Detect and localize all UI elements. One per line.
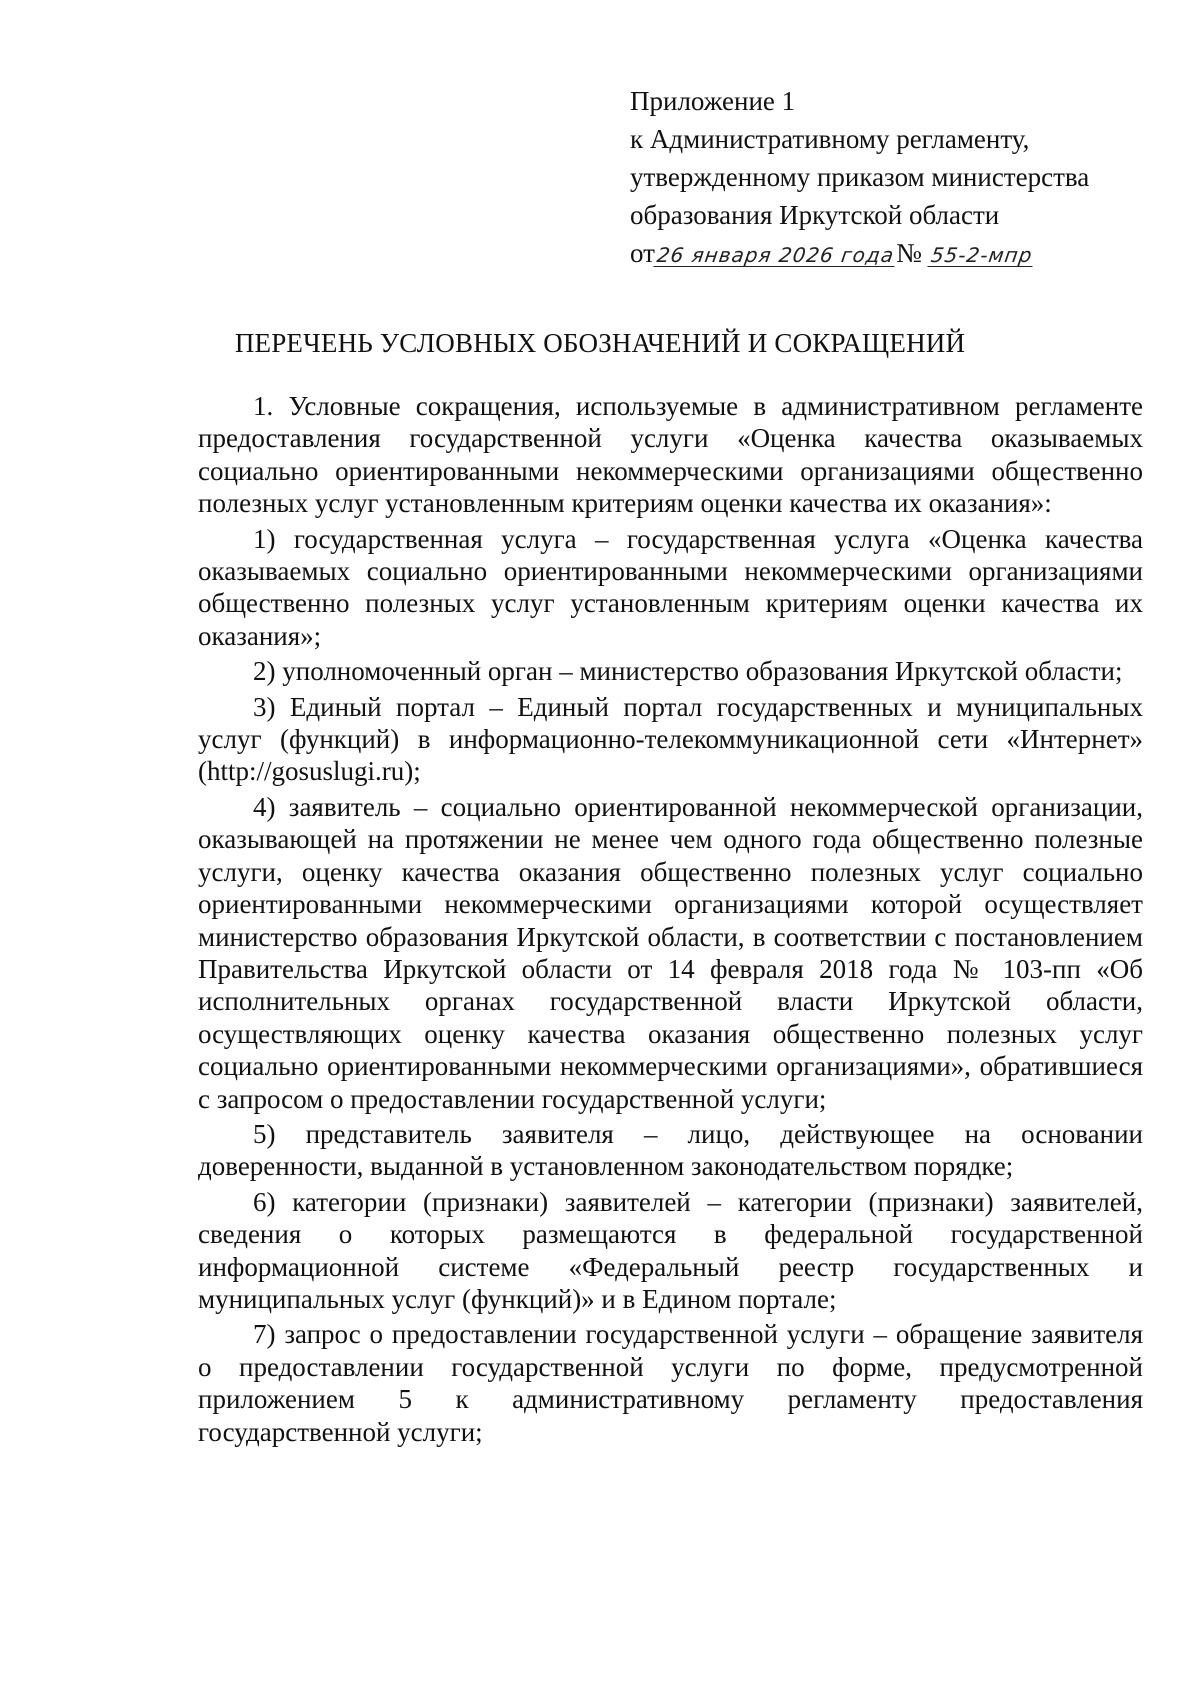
paragraph-item-7: 7) запрос о предоставлении государственной услуги – обращение заявителя о предоставлении государственной услуги по форме, предусмотренной приложением 5 к административному регламенту предоставления государственной услуги; — [198, 1319, 1143, 1447]
appendix-date-line — [630, 234, 1150, 272]
paragraph-item-3: 3) Единый портал – Единый портал государственных и муниципальных услуг (функций) в информационно-телекоммуникационной сети «Интернет» (http://gosuslugi.ru); — [198, 691, 1143, 787]
date-prefix: от — [630, 238, 655, 268]
paragraph-item-6: 6) категории (признаки) заявителей – категории (признаки) заявителей, сведения о которых размещаются в федеральной государственной информационной системе «Федеральный реестр государственных и муниципальных услуг (функций)» и в Едином портале; — [198, 1186, 1143, 1314]
appendix-approval-ref: утвержденному приказом министерства — [630, 162, 1090, 192]
document-body — [198, 390, 1143, 1451]
paragraph-item-5: 5) представитель заявителя – лицо, действующее на основании доверенности, выданной в установленном законодательством порядке; — [198, 1118, 1143, 1182]
handwritten-date: 26 января 2026 года — [655, 243, 896, 267]
paragraph-item-2: 2) уполномоченный орган – министерство образования Иркутской области; — [253, 656, 1123, 687]
document-title: ПЕРЕЧЕНЬ УСЛОВНЫХ ОБОЗНАЧЕНИЙ И СОКРАЩЕНИЙ — [234, 328, 966, 358]
appendix-regulation-ref: к Административному регламенту, — [630, 124, 1030, 154]
appendix-ministry: образования Иркутской области — [630, 200, 1000, 230]
number-prefix: № — [896, 238, 922, 268]
paragraph-item-4: 4) заявитель – социально ориентированной некоммерческой организации, оказывающей на протяжении не менее чем одного года общественно полезные услуги, оценку качества оказания общественно полезных услуг социально ориентированными некоммерческими организациями которой осуществляет министерство образования Иркутской области, в соответствии с постановлением Правительства Иркутской области от 14 февраля 2018 года № 103-пп «Об исполнительных органах государственной власти Иркутской области, осуществляющих оценку качества оказания общественно полезных услуг социально ориентированными некоммерческими организациями», обратившиеся с запросом о предоставлении государственной услуги; — [198, 791, 1143, 1114]
paragraph-intro: 1. Условные сокращения, используемые в административном регламенте предоставления государственной услуги «Оценка качества оказываемых социально ориентированными некоммерческими организациями общественно полезных услуг установленным критериям оценки качества их оказания»: — [198, 391, 1143, 519]
appendix-number: Приложение 1 — [630, 86, 796, 116]
appendix-header — [630, 82, 1150, 272]
handwritten-order-number: 55-2-мпр — [928, 243, 1034, 267]
paragraph-item-1: 1) государственная услуга – государственная услуга «Оценка качества оказываемых социально ориентированными некоммерческими организациями общественно полезных услуг установленным критериям оценки качества их оказания»; — [198, 523, 1143, 651]
